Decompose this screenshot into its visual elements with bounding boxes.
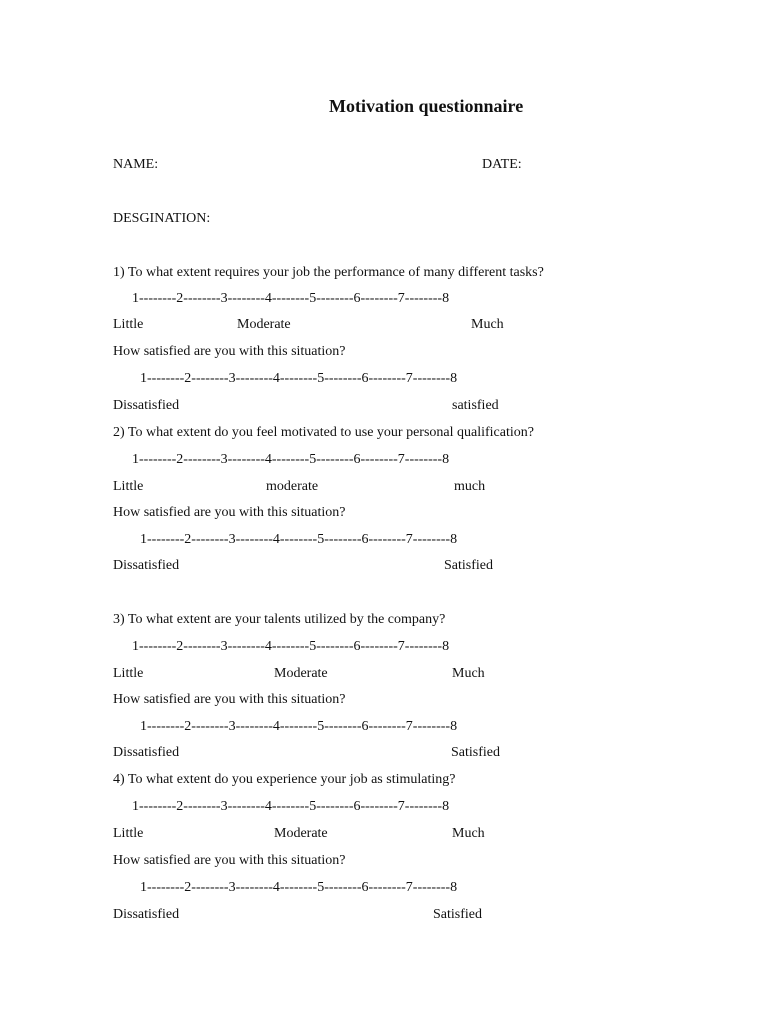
- question-4-scale: 1--------2--------3--------4--------5--------6--------7--------8: [132, 799, 450, 814]
- question-1-anchor-low: Little: [113, 317, 144, 332]
- question-4-anchor-mid: Moderate: [274, 826, 328, 841]
- question-1-scale: 1--------2--------3--------4--------5--------6--------7--------8: [132, 291, 450, 306]
- question-2-followup: How satisfied are you with this situation?: [113, 505, 346, 520]
- question-1-sat-low: Dissatisfied: [113, 398, 180, 413]
- question-2-anchor-high: much: [454, 479, 486, 494]
- question-2-scale: 1--------2--------3--------4--------5--------6--------7--------8: [132, 452, 450, 467]
- date-label: DATE:: [482, 157, 522, 172]
- question-3-sat-high: Satisfied: [451, 745, 500, 760]
- question-3-sat-scale: 1--------2--------3--------4--------5--------6--------7--------8: [140, 719, 458, 734]
- question-3-anchor-low: Little: [113, 666, 144, 681]
- question-1-anchor-mid: Moderate: [237, 317, 291, 332]
- question-3-anchor-mid: Moderate: [274, 666, 328, 681]
- name-label: NAME:: [113, 157, 159, 172]
- question-1-followup: How satisfied are you with this situation?: [113, 344, 346, 359]
- designation-label: DESGINATION:: [113, 211, 211, 226]
- question-4-sat-high: Satisfied: [433, 907, 482, 922]
- question-4-anchor-high: Much: [452, 826, 485, 841]
- question-4-text: 4) To what extent do you experience your job as stimulating?: [113, 772, 456, 787]
- question-1-anchor-high: Much: [471, 317, 504, 332]
- question-2-sat-high: Satisfied: [444, 558, 493, 573]
- question-3-sat-low: Dissatisfied: [113, 745, 180, 760]
- question-4-sat-scale: 1--------2--------3--------4--------5--------6--------7--------8: [140, 880, 458, 895]
- question-3-anchor-high: Much: [452, 666, 485, 681]
- question-1-sat-high: satisfied: [452, 398, 499, 413]
- question-1-sat-scale: 1--------2--------3--------4--------5--------6--------7--------8: [140, 371, 458, 386]
- question-3-scale: 1--------2--------3--------4--------5--------6--------7--------8: [132, 639, 450, 654]
- question-4-sat-low: Dissatisfied: [113, 907, 180, 922]
- question-4-followup: How satisfied are you with this situation?: [113, 853, 346, 868]
- question-3-followup: How satisfied are you with this situation?: [113, 692, 346, 707]
- question-2-sat-low: Dissatisfied: [113, 558, 180, 573]
- question-3-text: 3) To what extent are your talents utilized by the company?: [113, 612, 446, 627]
- question-4-anchor-low: Little: [113, 826, 144, 841]
- question-2-text: 2) To what extent do you feel motivated to use your personal qualification?: [113, 425, 534, 440]
- question-2-anchor-low: Little: [113, 479, 144, 494]
- question-2-anchor-mid: moderate: [266, 479, 319, 494]
- question-1-text: 1) To what extent requires your job the performance of many different tasks?: [113, 265, 544, 280]
- page-title: Motivation questionnaire: [329, 96, 524, 116]
- question-2-sat-scale: 1--------2--------3--------4--------5--------6--------7--------8: [140, 532, 458, 547]
